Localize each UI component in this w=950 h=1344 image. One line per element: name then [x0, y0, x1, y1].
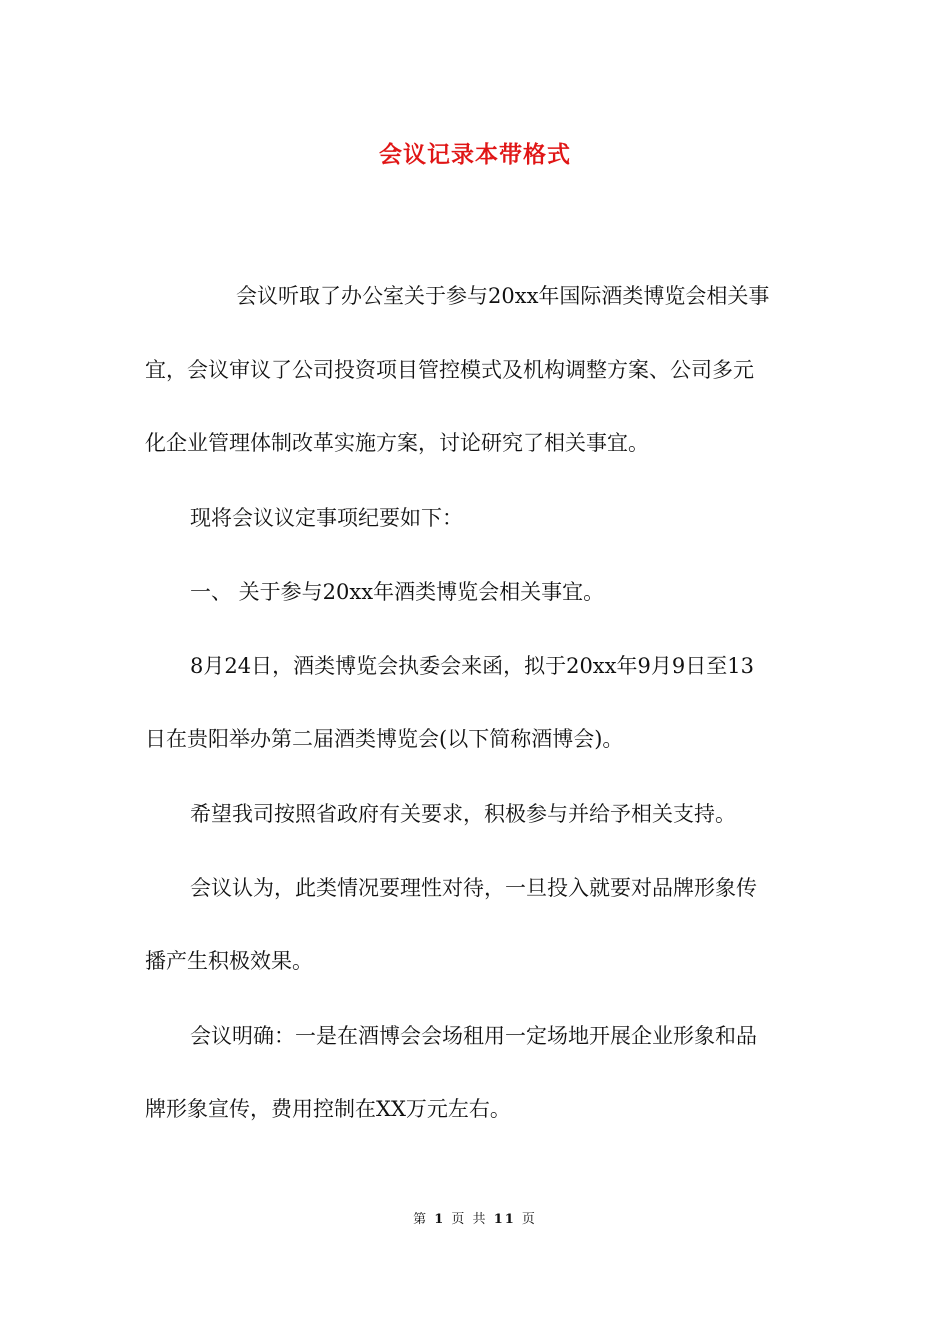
paragraph-line: 化企业管理体制改革实施方案，讨论研究了相关事宜。 [145, 431, 649, 455]
footer-page-number: 1 [434, 1212, 446, 1227]
page-footer [0, 1208, 950, 1227]
paragraph-line: 牌形象宣传，费用控制在XX万元左右。 [145, 1097, 511, 1121]
paragraph-line: 会议认为，此类情况要理性对待，一旦投入就要对品牌形象传 [190, 876, 757, 900]
footer-suffix: 页 [521, 1212, 537, 1227]
paragraph-line: 会议明确：一是在酒博会会场租用一定场地开展企业形象和品 [190, 1024, 757, 1048]
paragraph-line: 日在贵阳举办第二届酒类博览会(以下简称酒博会)。 [145, 727, 624, 751]
footer-total-pages: 11 [493, 1212, 516, 1227]
paragraph-line: 现将会议议定事项纪要如下： [190, 506, 463, 530]
section-heading: 一、 关于参与20xx年酒类博览会相关事宜。 [190, 580, 605, 604]
page-title: 会议记录本带格式 [379, 141, 571, 168]
paragraph-line: 希望我司按照省政府有关要求，积极参与并给予相关支持。 [190, 802, 736, 826]
footer-middle: 页 共 [451, 1212, 488, 1227]
footer-prefix: 第 [413, 1212, 429, 1227]
paragraph-line: 宜，会议审议了公司投资项目管控模式及机构调整方案、公司多元 [145, 358, 754, 382]
paragraph-line: 8月24日，酒类博览会执委会来函，拟于20xx年9月9日至13 [190, 654, 754, 678]
paragraph-line: 播产生积极效果。 [145, 949, 313, 973]
paragraph-line: 会议听取了办公室关于参与20xx年国际酒类博览会相关事 [236, 284, 770, 308]
